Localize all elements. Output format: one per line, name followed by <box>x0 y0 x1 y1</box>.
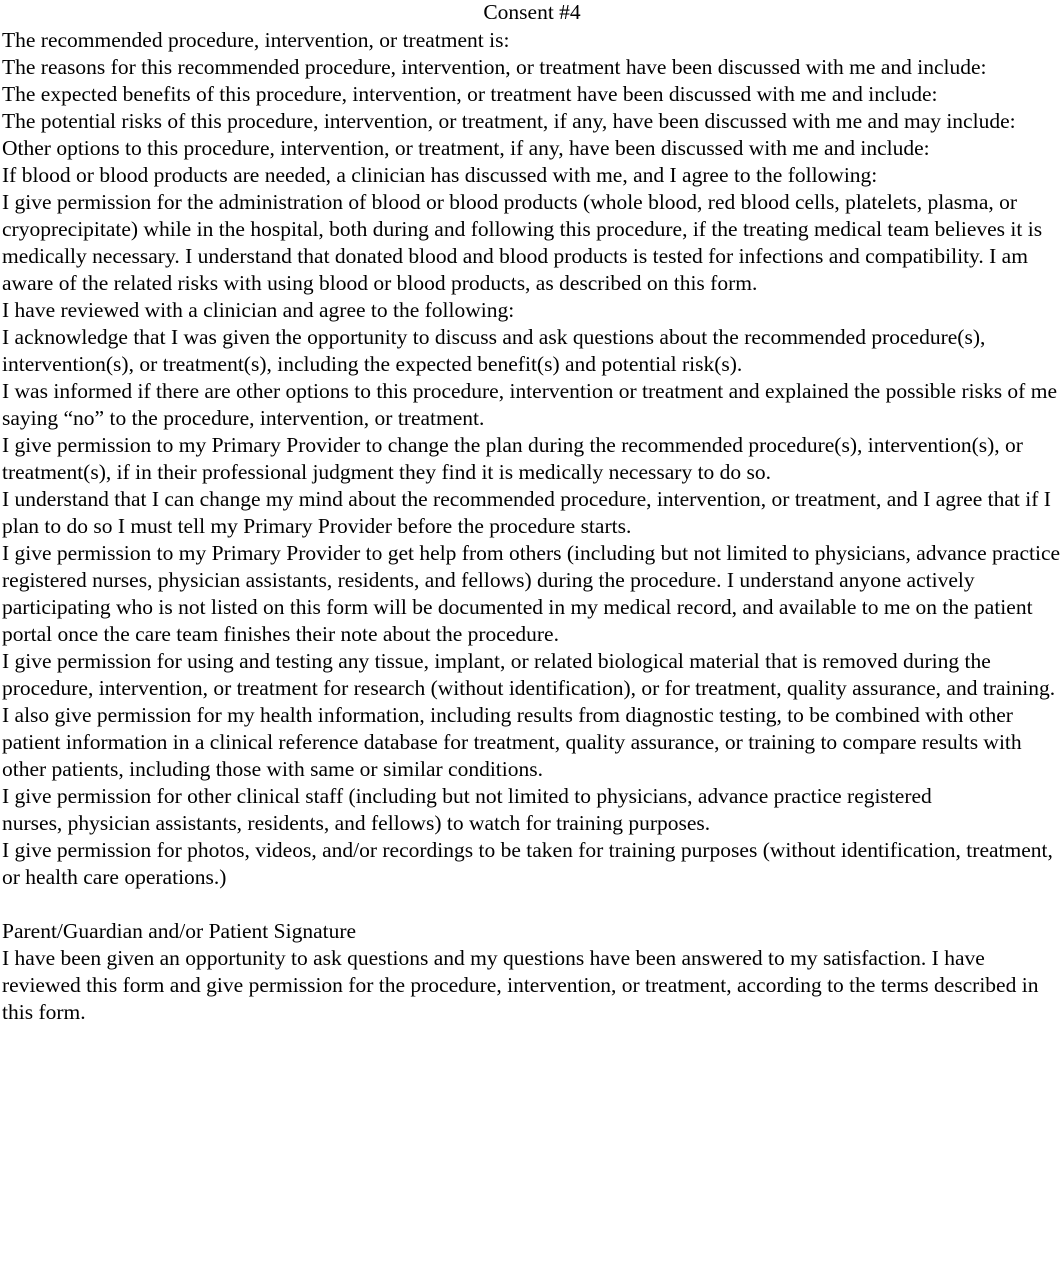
acknowledgment-statement: I acknowledge that I was given the opportunity to discuss and ask questions about the recommended procedure(s), intervention(s), or treatment(s), including the expected benefit(s) and potential risk(s). <box>2 325 986 376</box>
risks-statement: The potential risks of this procedure, intervention, or treatment, if any, have been discussed with me and may include: <box>2 109 1016 133</box>
clinician-review-intro: I have reviewed with a clinician and agree to the following: <box>2 298 515 322</box>
signature-heading: Parent/Guardian and/or Patient Signature <box>2 919 357 943</box>
benefits-statement: The expected benefits of this procedure, intervention, or treatment have been discussed with me and include: <box>2 82 938 106</box>
informed-options-statement: I was informed if there are other options to this procedure, intervention or treatment and explained the possible risks of me saying “no” to the procedure, intervention, or treatment. <box>2 379 1057 430</box>
options-statement: Other options to this procedure, intervention, or treatment, if any, have been discussed with me and include: <box>2 136 930 160</box>
observers-permission-continued: nurses, physician assistants, residents, and fellows) to watch for training purposes. <box>2 811 711 835</box>
recordings-permission: I give permission for photos, videos, and/or recordings to be taken for training purposes (without identification, treatment, or health care operations.) <box>2 838 1053 889</box>
signature-statement: I have been given an opportunity to ask questions and my questions have been answered to my satisfaction. I have reviewed this form and give permission for the procedure, intervention, or treatment, according to the terms described in this form. <box>2 946 1039 1024</box>
help-from-others-permission: I give permission to my Primary Provider to get help from others (including but not limited to physicians, advance practice registered nurses, physician assistants, residents, and fellows) during the procedure. I understand anyone actively participating who is not listed on this form will be documented in my medical record, and available to me on the patient portal once the care team finishes their note about the procedure. <box>2 541 1061 646</box>
blood-products-intro: If blood or blood products are needed, a clinician has discussed with me, and I agree to the following: <box>2 163 878 187</box>
blood-products-permission: I give permission for the administration of blood or blood products (whole blood, red blood cells, platelets, plasma, or cryoprecipitate) while in the hospital, both during and following this procedure, if the treating medical team believes it is medically necessary. I understand that donated blood and blood products is tested for infections and compatibility. I am aware of the related risks with using blood or blood products, as described on this form. <box>2 190 1043 295</box>
change-mind-statement: I understand that I can change my mind about the recommended procedure, intervention, or treatment, and I agree that if I plan to do so I must tell my Primary Provider before the procedure starts. <box>2 487 1051 538</box>
document-title: Consent #4 <box>483 0 581 24</box>
section-spacer <box>2 891 1062 918</box>
tissue-testing-permission: I give permission for using and testing any tissue, implant, or related biological material that is removed during the procedure, intervention, or treatment for research (without identification), or for treatment, quality assurance, and training. I also give permission for my health information, including results from diagnostic testing, to be combined with other patient information in a clinical reference database for treatment, quality assurance, or training to compare results with other patients, including those with same or similar conditions. <box>2 649 1056 781</box>
observers-permission: I give permission for other clinical staff (including but not limited to physicians, advance practice registered <box>2 784 932 808</box>
reasons-statement: The reasons for this recommended procedure, intervention, or treatment have been discussed with me and include: <box>2 55 987 79</box>
procedure-statement: The recommended procedure, intervention, or treatment is: <box>2 28 510 52</box>
plan-change-permission: I give permission to my Primary Provider to change the plan during the recommended procedure(s), intervention(s), or treatment(s), if in their professional judgment they find it is medically necessary to do so. <box>2 433 1023 484</box>
